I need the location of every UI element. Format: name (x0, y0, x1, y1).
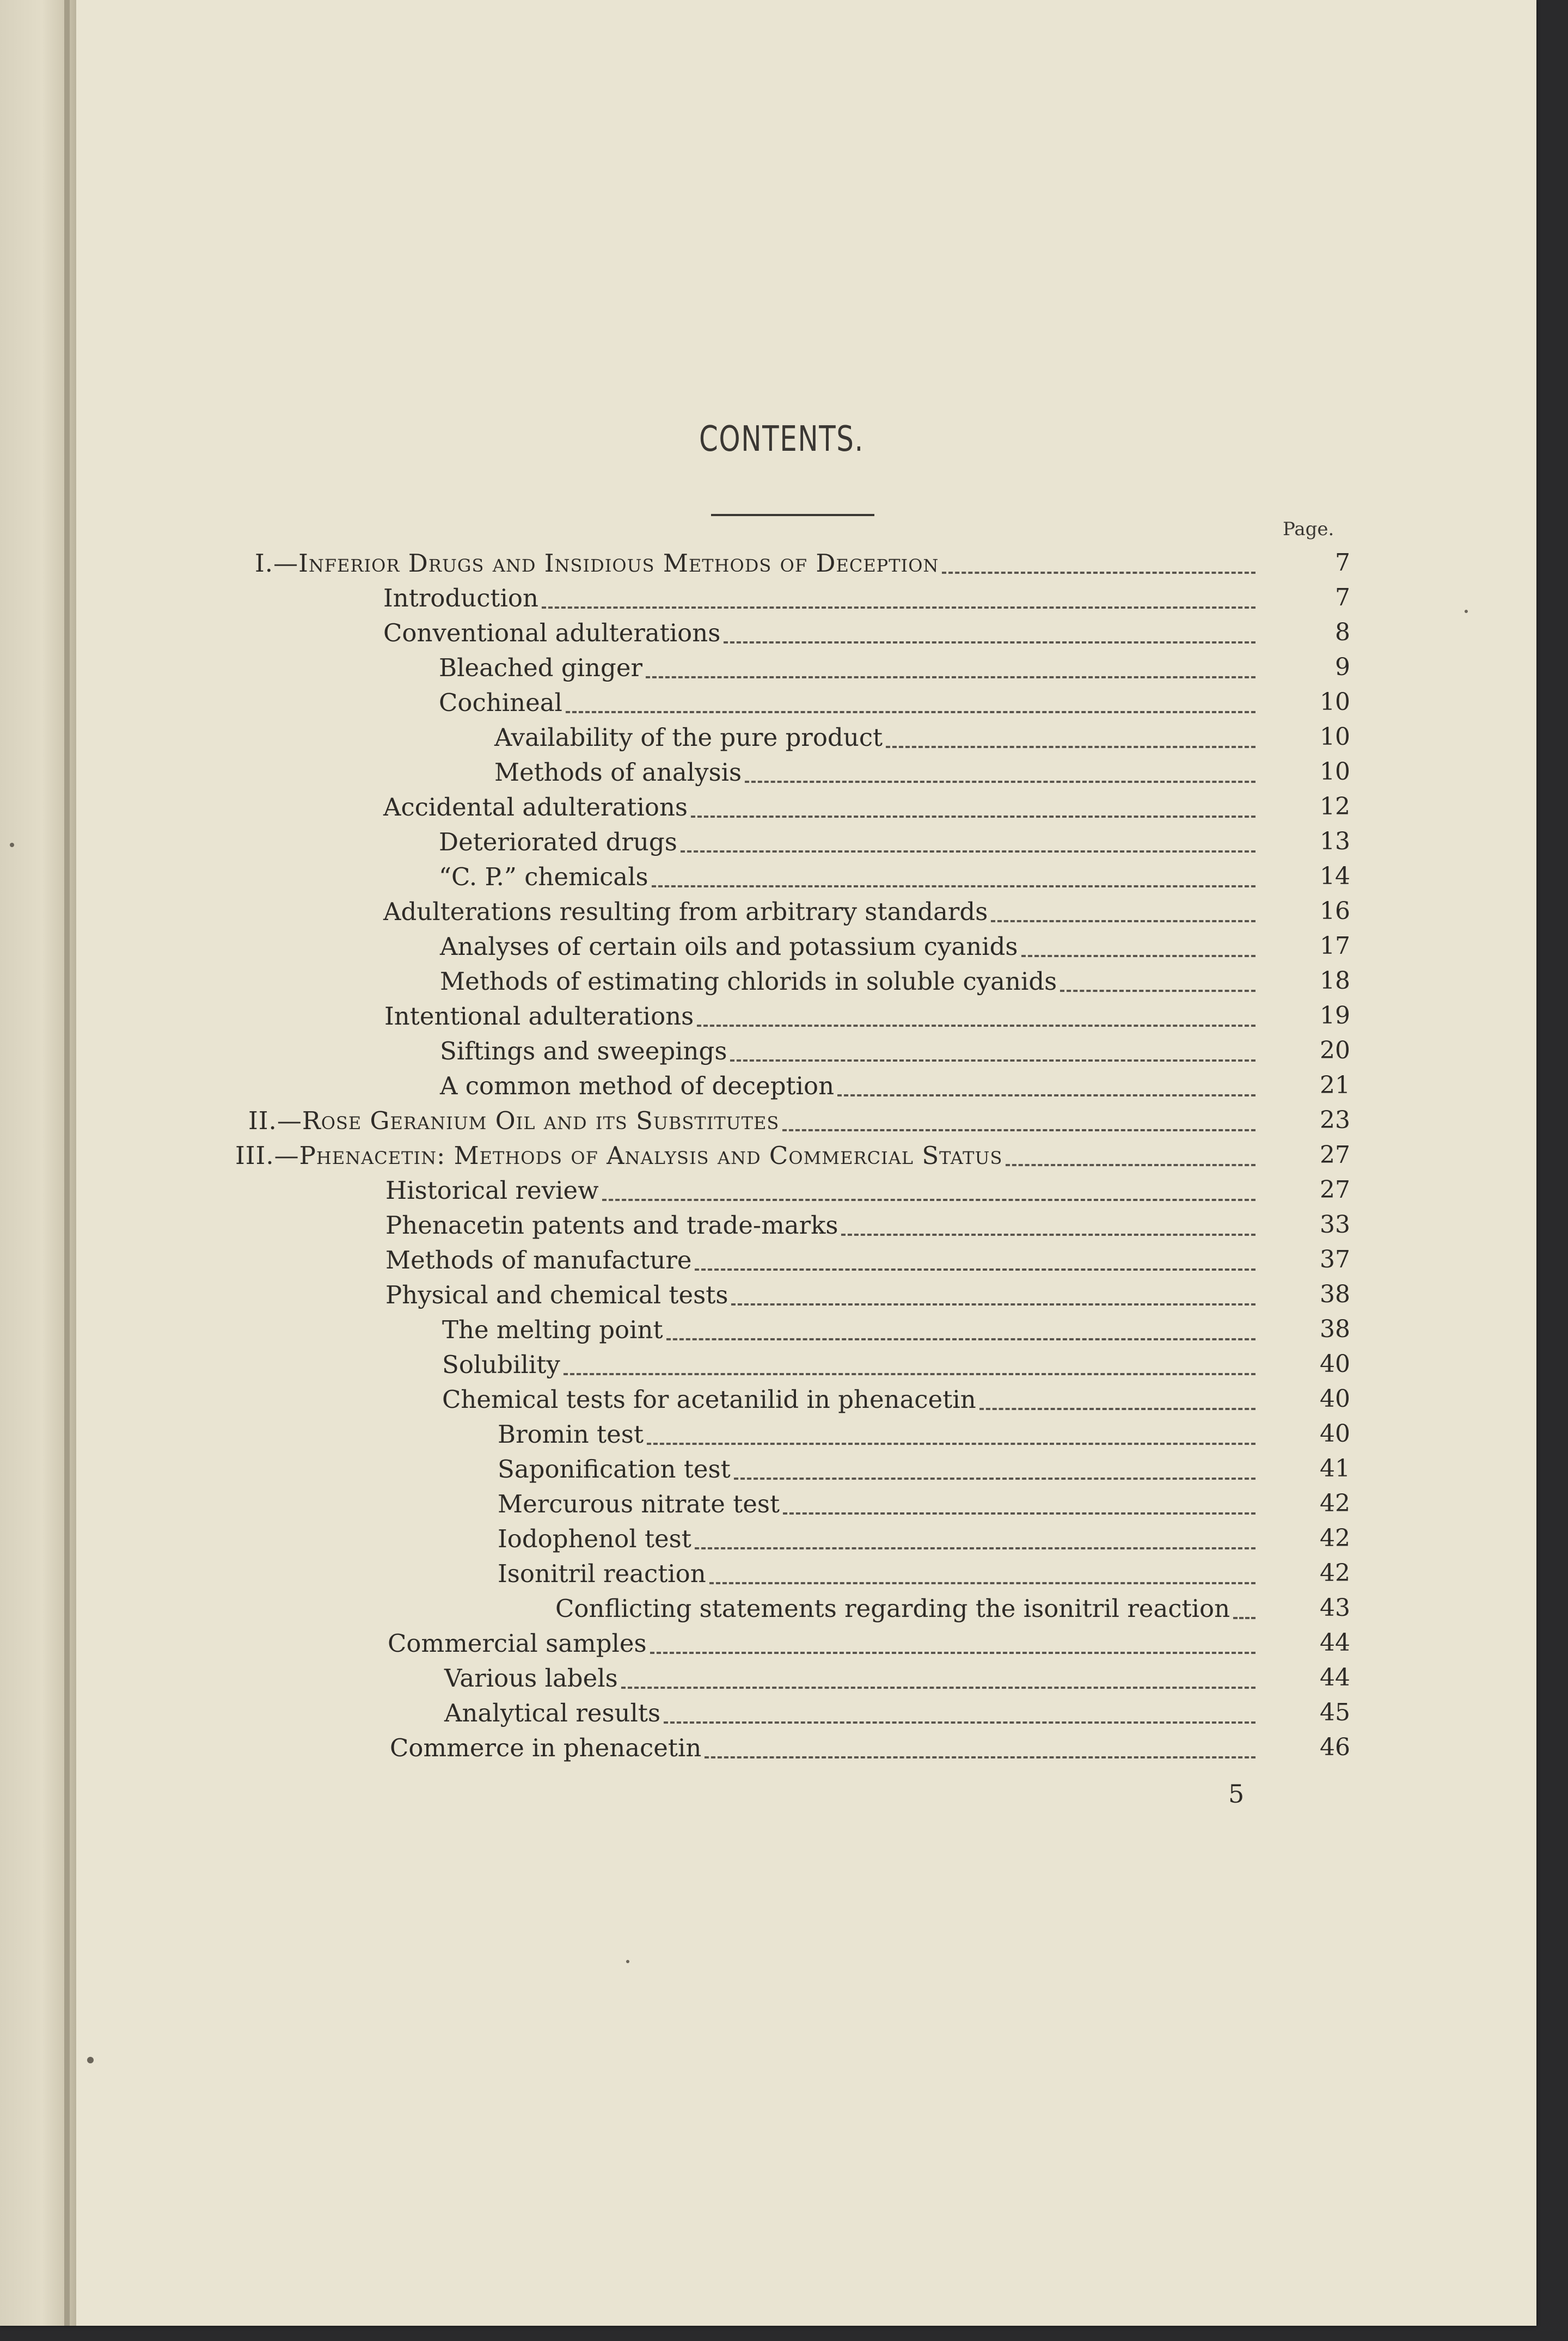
toc-page-number: 10 (1320, 758, 1350, 786)
toc-page-number: 33 (1320, 1211, 1350, 1239)
toc-entry-label: Accidental adulterations (383, 793, 688, 822)
dot-leader (979, 1406, 1255, 1410)
dot-leader (1021, 953, 1256, 957)
dot-leader (709, 1580, 1255, 1584)
dot-leader (745, 779, 1255, 783)
dot-leader (647, 1441, 1255, 1445)
dot-leader (730, 1057, 1255, 1062)
paper-speck (626, 1960, 629, 1963)
toc-entry-label: Methods of analysis (494, 758, 742, 787)
toc-entry-label: I.—Inferior Drugs and Insidious Methods of Deception (255, 549, 939, 578)
dot-leader (697, 1022, 1255, 1027)
toc-entry (555, 1594, 1263, 1629)
toc-entry (498, 1490, 1263, 1524)
dot-leader (942, 569, 1255, 574)
toc-page-number: 43 (1320, 1594, 1350, 1622)
toc-page-number: 46 (1320, 1733, 1350, 1761)
toc-page-number: 37 (1320, 1246, 1350, 1273)
toc-entry (383, 793, 1263, 828)
toc-entry (439, 653, 1263, 688)
toc-page-number: 38 (1320, 1280, 1350, 1308)
toc-entry (383, 618, 1263, 653)
dot-leader (783, 1510, 1255, 1515)
toc-page-number: 42 (1320, 1524, 1350, 1552)
toc-entry-label: Cochineal (439, 688, 562, 717)
toc-entry (498, 1420, 1263, 1455)
page-folio-number: 5 (1228, 1779, 1245, 1809)
toc-entry-label: Introduction (383, 584, 538, 612)
toc-page-number: 41 (1320, 1455, 1350, 1482)
dot-leader (566, 709, 1255, 713)
toc-page-number: 14 (1320, 862, 1350, 890)
paper-speck (87, 2057, 94, 2063)
dot-leader (837, 1092, 1255, 1096)
dot-leader (695, 1266, 1255, 1271)
toc-page-number: 7 (1335, 584, 1350, 611)
toc-page-number: 27 (1320, 1141, 1350, 1169)
toc-entry (440, 932, 1263, 967)
dot-leader (1233, 1615, 1255, 1619)
dot-leader (1060, 988, 1255, 992)
toc-page-number: 17 (1320, 932, 1350, 960)
toc-entry-label: Various labels (444, 1664, 618, 1693)
dot-leader (652, 883, 1255, 887)
dot-leader (991, 918, 1255, 922)
toc-page-number: 12 (1320, 793, 1350, 820)
dot-leader (681, 848, 1255, 853)
dot-leader (782, 1127, 1255, 1131)
toc-entry (498, 1524, 1263, 1559)
toc-entry-label: III.—Phenacetin: Methods of Analysis and Commercial Status (235, 1141, 1003, 1170)
toc-entry (439, 862, 1263, 897)
toc-entry-label: Saponification test (498, 1455, 731, 1484)
toc-entry (385, 1176, 1263, 1211)
toc-entry (442, 1350, 1263, 1385)
toc-page-number: 42 (1320, 1490, 1350, 1517)
dot-leader (841, 1231, 1255, 1236)
toc-entry (390, 1733, 1263, 1768)
toc-entry-label: Physical and chemical tests (385, 1280, 728, 1309)
toc-page-number: 10 (1320, 723, 1350, 751)
dot-leader (602, 1197, 1255, 1201)
toc-page-number: 19 (1320, 1002, 1350, 1029)
toc-entry (440, 967, 1263, 1002)
dot-leader (666, 1336, 1255, 1340)
dot-leader (691, 813, 1255, 818)
dot-leader (1006, 1162, 1255, 1166)
dot-leader (724, 639, 1255, 644)
toc-page-number: 40 (1320, 1420, 1350, 1448)
dot-leader (734, 1475, 1255, 1480)
toc-entry-label: Adulterations resulting from arbitrary standards (383, 897, 988, 926)
toc-entry-label: Conventional adulterations (383, 618, 721, 647)
toc-entry-label: Methods of estimating chlorids in soluble cyanids (440, 967, 1057, 996)
toc-entry-label: Methods of manufacture (385, 1246, 692, 1274)
dot-leader (886, 744, 1255, 748)
toc-page-number: 18 (1320, 967, 1350, 995)
toc-entry-label: Availability of the pure product (494, 723, 883, 752)
toc-entry (498, 1559, 1263, 1594)
dot-leader (621, 1684, 1255, 1689)
toc-page-number: 40 (1320, 1385, 1350, 1413)
toc-page-number: 44 (1320, 1629, 1350, 1657)
toc-page-number: 42 (1320, 1559, 1350, 1587)
toc-entry (444, 1699, 1263, 1733)
toc-entry-label: Chemical tests for acetanilid in phenacetin (442, 1385, 976, 1414)
toc-entry-label: Conflicting statements regarding the isonitril reaction (555, 1594, 1230, 1623)
dot-leader (705, 1754, 1255, 1758)
toc-page-number: 9 (1335, 653, 1350, 681)
toc-entry (498, 1455, 1263, 1490)
paper-speck (10, 843, 14, 847)
toc-entry-label: “C. P.” chemicals (439, 862, 648, 891)
contents-title: CONTENTS. (699, 419, 864, 459)
dot-leader (542, 604, 1255, 609)
toc-entry (440, 1037, 1263, 1071)
spine-edge (64, 0, 70, 2326)
toc-entry-label: A common method of deception (440, 1071, 835, 1100)
dot-leader (731, 1301, 1255, 1306)
toc-entry-label: Intentional adulterations (384, 1002, 694, 1031)
toc-entry-label: Historical review (385, 1176, 599, 1205)
toc-page-number: 21 (1320, 1071, 1350, 1099)
toc-entry (255, 549, 1263, 584)
toc-entry-label: Siftings and sweepings (440, 1037, 727, 1065)
toc-entry (494, 758, 1263, 793)
toc-page-number: 44 (1320, 1664, 1350, 1692)
toc-entry (440, 1071, 1263, 1106)
toc-page-number: 10 (1320, 688, 1350, 716)
toc-entry-label: Bleached ginger (439, 653, 642, 682)
toc-entry (442, 1315, 1263, 1350)
toc-page-number: 45 (1320, 1699, 1350, 1726)
toc-entry (388, 1629, 1263, 1664)
toc-page-number: 16 (1320, 897, 1350, 925)
toc-entry-label: Isonitril reaction (498, 1559, 706, 1588)
toc-entry (444, 1664, 1263, 1699)
toc-entry (494, 723, 1263, 758)
toc-entry-label: Analyses of certain oils and potassium cyanids (440, 932, 1018, 961)
dot-leader (695, 1545, 1255, 1549)
toc-entry-label: Commerce in phenacetin (390, 1733, 702, 1762)
toc-entry-label: Deteriorated drugs (439, 828, 677, 856)
toc-entry-label: Analytical results (444, 1699, 661, 1727)
toc-entry (439, 688, 1263, 723)
toc-entry (442, 1385, 1263, 1420)
toc-entry (384, 1002, 1263, 1037)
toc-page-number: 20 (1320, 1037, 1350, 1064)
title-rule (711, 514, 874, 516)
toc-page-number: 8 (1335, 618, 1350, 646)
toc-page-number: 13 (1320, 828, 1350, 855)
dot-leader (650, 1650, 1255, 1654)
toc-page-number: 40 (1320, 1350, 1350, 1378)
toc-entry (385, 1280, 1263, 1315)
toc-entry-label: Phenacetin patents and trade-marks (385, 1211, 838, 1240)
toc-entry-label: Iodophenol test (498, 1524, 691, 1553)
toc-entry-label: Commercial samples (388, 1629, 647, 1658)
toc-entry (383, 897, 1263, 932)
toc-entry-label: II.—Rose Geranium Oil and its Substitutes (248, 1106, 780, 1135)
toc-entry (385, 1211, 1263, 1246)
toc-entry-label: The melting point (442, 1315, 663, 1344)
dot-leader (664, 1719, 1255, 1724)
paper-speck (1465, 610, 1468, 613)
dot-leader (564, 1371, 1255, 1375)
toc-page-number: 38 (1320, 1315, 1350, 1343)
toc-page-number: 7 (1335, 549, 1350, 577)
toc-entry-label: Mercurous nitrate test (498, 1490, 780, 1518)
page-column-header: Page. (1283, 518, 1334, 540)
toc-page-number: 27 (1320, 1176, 1350, 1204)
toc-page-number: 23 (1320, 1106, 1350, 1134)
toc-entry (235, 1141, 1263, 1176)
toc-entry-label: Bromin test (498, 1420, 644, 1449)
dot-leader (646, 674, 1255, 678)
toc-entry (248, 1106, 1263, 1141)
toc-entry (439, 828, 1263, 862)
toc-entry (383, 584, 1263, 618)
toc-entry (385, 1246, 1263, 1280)
toc-entry-label: Solubility (442, 1350, 560, 1379)
